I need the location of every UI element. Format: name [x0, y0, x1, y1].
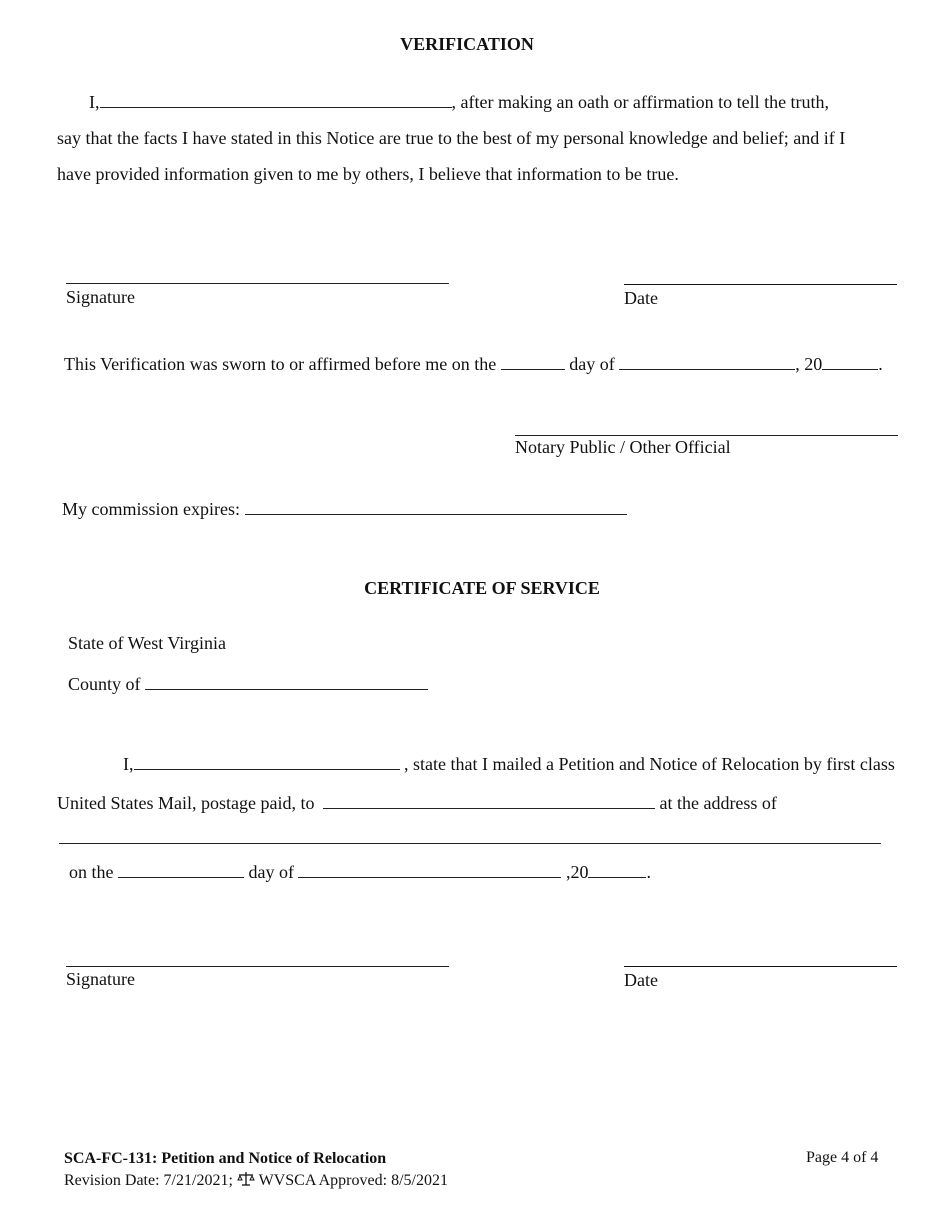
page-number: Page 4 of 4 [806, 1149, 879, 1166]
commission-label: My commission expires: [62, 499, 240, 519]
notary-label: Notary Public / Other Official [515, 437, 731, 457]
form-id: SCA-FC-131: [64, 1150, 158, 1167]
verification-pronoun: I, [89, 92, 100, 112]
approved-label: WVSCA Approved: [258, 1172, 388, 1189]
mail-prefix: United States Mail, postage paid, to [57, 793, 315, 813]
commission-expires-field[interactable] [245, 499, 627, 515]
verification-line2: say that the facts I have stated in this Notice are true to the best of my personal knowledge and belief; and if I [57, 128, 846, 148]
verification-date-label: Date [624, 288, 658, 308]
notary-signature-line[interactable] [515, 435, 898, 436]
verification-line1-tail: , after making an oath or affirmation to tell the truth, [451, 92, 830, 112]
county-label: County of [68, 674, 141, 694]
sworn-day-of: day of [569, 354, 615, 374]
commission-statement [62, 499, 627, 520]
verification-paragraph [57, 84, 879, 120]
address-field[interactable] [59, 843, 881, 844]
service-year-prefix: ,20 [565, 862, 589, 882]
revision-label: Revision Date: [64, 1172, 160, 1189]
footer-revision-line [64, 1171, 448, 1190]
form-title: Petition and Notice of Relocation [161, 1150, 387, 1167]
server-name-field[interactable] [134, 754, 400, 770]
county-field[interactable] [145, 674, 428, 690]
service-day-of: day of [248, 862, 294, 882]
approved-date: 8/5/2021 [391, 1172, 448, 1189]
affiant-name-field[interactable] [100, 92, 452, 108]
county-line [68, 674, 428, 695]
certificate-title: CERTIFICATE OF SERVICE [364, 578, 600, 598]
sworn-year-prefix: , 20 [795, 354, 823, 374]
certificate-pronoun: I, [123, 754, 134, 774]
on-the-label: on the [69, 862, 114, 882]
certificate-signature-label: Signature [66, 969, 135, 989]
service-year-field[interactable] [588, 862, 646, 878]
sworn-day-field[interactable] [501, 354, 565, 370]
revision-date: 7/21/2021; [163, 1172, 233, 1189]
service-end: . [646, 862, 651, 882]
verification-signature-line[interactable] [66, 283, 449, 284]
certificate-signature-line[interactable] [66, 966, 449, 967]
sworn-prefix: This Verification was sworn to or affirmed before me on the [64, 354, 497, 374]
address-label: at the address of [659, 793, 777, 813]
verification-signature-label: Signature [66, 287, 135, 307]
sworn-month-field[interactable] [619, 354, 795, 370]
scales-of-justice-icon [237, 1171, 255, 1187]
service-month-field[interactable] [298, 862, 561, 878]
verification-title: VERIFICATION [400, 34, 534, 54]
sworn-end: . [878, 354, 883, 374]
mailed-statement [123, 754, 895, 775]
service-day-field[interactable] [118, 862, 244, 878]
state-line: State of West Virginia [68, 633, 226, 653]
sworn-statement [64, 354, 883, 375]
service-date-line [69, 862, 651, 883]
footer-form-line [64, 1150, 386, 1168]
recipient-name-field[interactable] [323, 793, 655, 809]
mail-to-line [57, 793, 777, 814]
verification-date-line[interactable] [624, 284, 897, 285]
sworn-year-field[interactable] [822, 354, 878, 370]
certificate-date-line[interactable] [624, 966, 897, 967]
verification-line3: have provided information given to me by others, I believe that information to be true. [57, 164, 679, 184]
certificate-date-label: Date [624, 970, 658, 990]
mailed-text: , state that I mailed a Petition and Notice of Relocation by first class [404, 754, 895, 774]
